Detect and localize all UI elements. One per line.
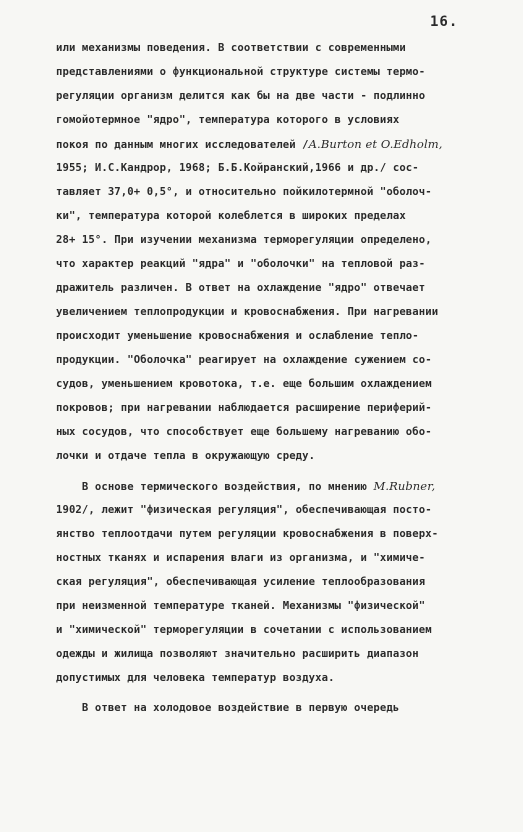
- text-line: что характер реакций "ядра" и "оболочки" на тепловой раз-: [56, 258, 426, 270]
- handwritten-citation: M.Rubner,: [373, 479, 436, 493]
- text-line-with-handwriting: [56, 138, 443, 151]
- text-line: ки", температура которой колеблется в широких пределах: [56, 210, 406, 222]
- text-line: допустимых для человека температур воздуха.: [56, 672, 335, 684]
- text-line: происходит уменьшение кровоснабжения и ослабление тепло-: [56, 330, 419, 342]
- text-line: продукции. "Оболочка" реагирует на охлаждение сужением со-: [56, 354, 432, 366]
- text-line: и "химической" терморегуляции в сочетании с использованием: [56, 624, 432, 636]
- text-line: при неизменной температуре тканей. Механизмы "физической": [56, 600, 426, 612]
- text-line-with-handwriting: [56, 480, 435, 493]
- text-line: ных сосудов, что способствует еще большему нагреванию обо-: [56, 426, 432, 438]
- handwritten-citation: A.Burton et O.Edholm,: [308, 137, 443, 151]
- text-line: увеличением теплопродукции и кровоснабжения. При нагревании: [56, 306, 439, 318]
- text-line: покровов; при нагревании наблюдается расширение периферий-: [56, 402, 432, 414]
- text-line: ностных тканях и испарения влаги из организма, и "химиче-: [56, 552, 426, 564]
- text-line: В основе термического воздействия, по мнению: [56, 481, 367, 493]
- text-line: дражитель различен. В ответ на охлаждение "ядро" отвечает: [56, 282, 426, 294]
- text-line: представлениями о функциональной структуре системы термо-: [56, 66, 426, 78]
- text-line: ская регуляция", обеспечивающая усиление теплообразования: [56, 576, 426, 588]
- text-line: судов, уменьшением кровотока, т.е. еще большим охлаждением: [56, 378, 432, 390]
- text-line: покоя по данным многих исследователей /: [56, 139, 309, 151]
- text-line: или механизмы поведения. В соответствии с современными: [56, 42, 406, 54]
- text-line: регуляции организм делится как бы на две части - подлинно: [56, 90, 426, 102]
- page-number: 16.: [430, 14, 459, 30]
- text-line: гомойотермное "ядро", температура которого в условиях: [56, 114, 400, 126]
- text-line: тавляет 37,0+ 0,5°, и относительно пойкилотермной "оболоч-: [56, 186, 432, 198]
- text-line: лочки и отдаче тепла в окружающую среду.: [56, 450, 316, 462]
- text-line: одежды и жилища позволяют значительно расширить диапазон: [56, 648, 419, 660]
- text-line: 1955; И.С.Кандрор, 1968; Б.Б.Койранский,1966 и др./ сос-: [56, 162, 419, 174]
- text-line: 28+ 15°. При изучении механизма терморегуляции определено,: [56, 234, 432, 246]
- text-line: 1902/, лежит "физическая регуляция", обеспечивающая посто-: [56, 504, 432, 516]
- text-line: В ответ на холодовое воздействие в первую очередь: [56, 702, 400, 714]
- text-line: янство теплоотдачи путем регуляции кровоснабжения в поверх-: [56, 528, 439, 540]
